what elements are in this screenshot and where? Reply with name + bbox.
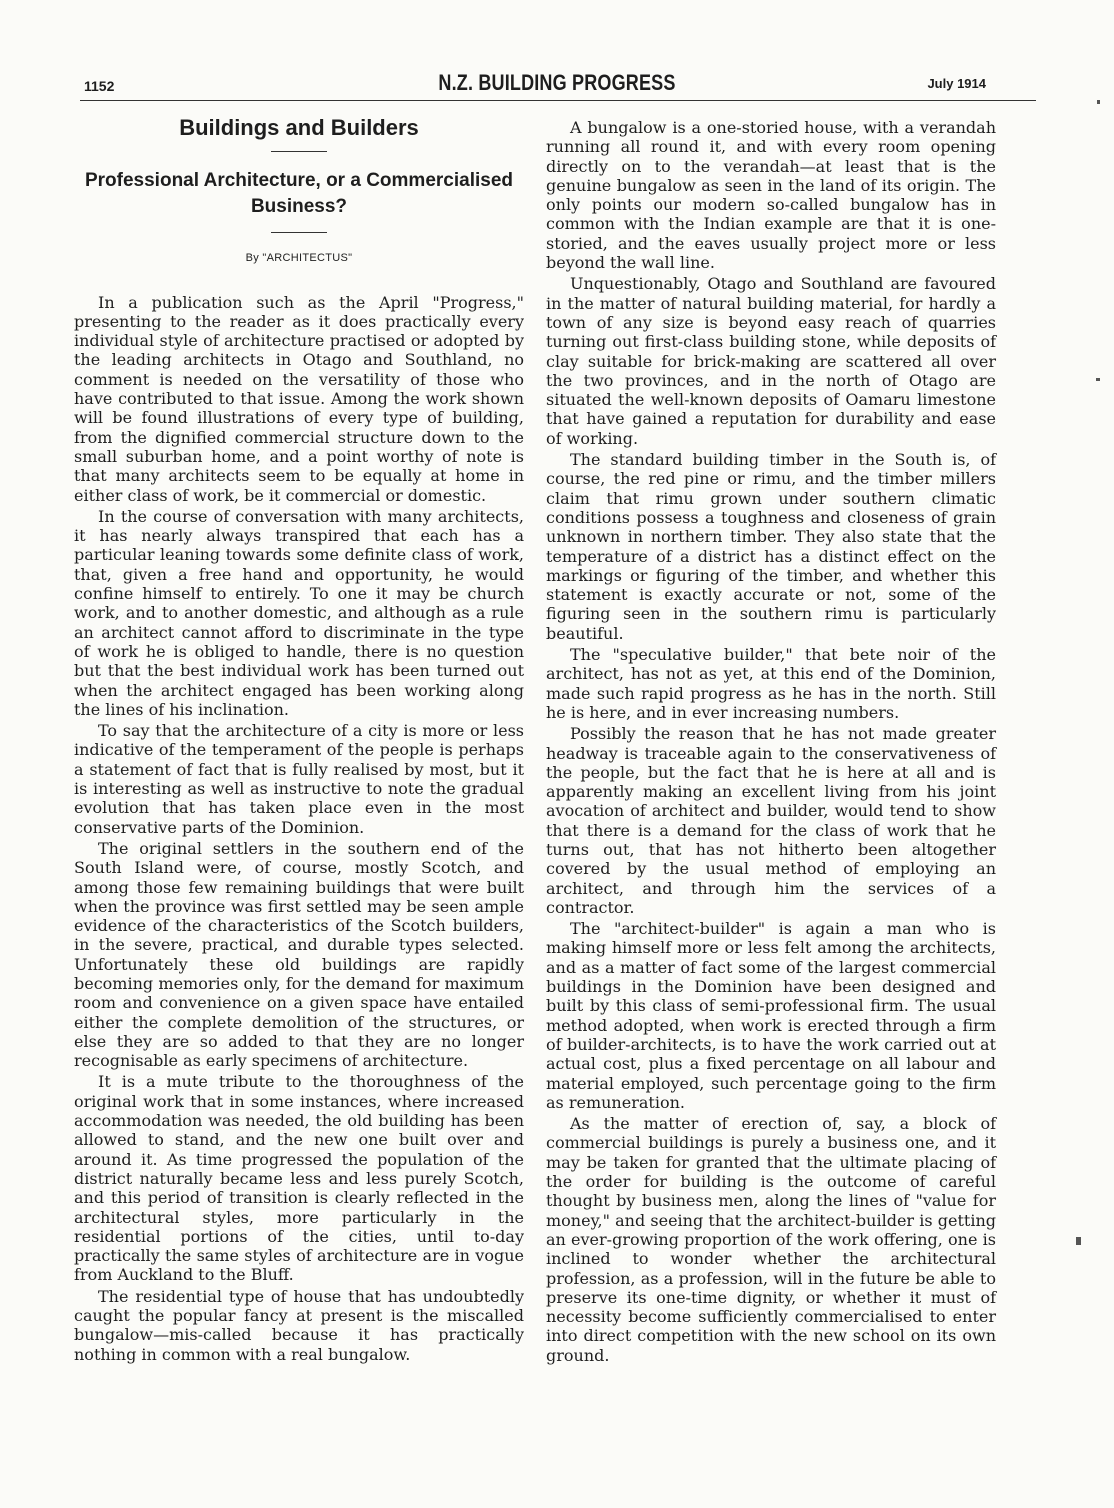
article-paragraph: A bungalow is a one-storied house, with a verandah running all round it, and with every room opening directly on to the verandah—at least that is the genuine bungalow as seen in the land of its origin. The only points our modern so-called bungalow has in common with the Indian example are that it is one-storied, and the eaves usually project more or less beyond the wall line. xyxy=(546,118,996,273)
article-paragraph: The residential type of house that has undoubtedly caught the popular fancy at present is the miscalled bungalow—mis-called because it has practically nothing in common with a real bungalow. xyxy=(74,1286,524,1364)
article-paragraph: The standard building timber in the South is, of course, the red pine or rimu, and the timber millers claim that rimu grown under southern climatic conditions possess a toughness and closeness of grain unknown in northern timber. They also state that the temperature of a district has a distinct effect on the markings or figuring of the timber, and whether this statement is exactly accurate or not, some of the figuring seen in the southern rimu is particularly beautiful. xyxy=(546,450,996,643)
article-paragraph: The "speculative builder," that bete noir of the architect, has not as yet, at this end of the Dominion, made such rapid progress as he has in the north. Still he is here, and in ever increasing numbers. xyxy=(546,645,996,722)
article-paragraph: Unquestionably, Otago and Southland are favoured in the matter of natural building material, for hardly a town of any size is beyond easy reach of quarries turning out first-class building stone, while deposits of clay suitable for brick-making are scattered all over the two provinces, and in the north of Otago are situated the well-known deposits of Oamaru limestone that have gained a reputation for durability and ease of working. xyxy=(546,274,996,448)
header-rule xyxy=(80,100,1036,101)
article-paragraph: The "architect-builder" is again a man who is making himself more or less felt among the architects, and as a matter of fact some of the largest commercial buildings in the Dominion have been designed and built by this class of semi-professional firm. The usual method adopted, when work is erected through a firm of builder-architects, is to have the work carried out at actual cost, plus a fixed percentage on all labour and material employed, such percentage going to the firm as remuneration. xyxy=(546,919,996,1112)
scan-speck xyxy=(1097,100,1100,104)
article-paragraph: Possibly the reason that he has not made greater headway is traceable again to the conservativeness of the people, but the fact that he is here at all and is apparently making an excellent living from his joint avocation of architect and builder, would tend to show that there is a demand for the class of work that he turns out, that has not hitherto been altogether covered by the usual method of employing an architect, and through him the services of a contractor. xyxy=(546,724,996,917)
left-column xyxy=(74,116,524,1366)
right-column-body xyxy=(546,118,996,1365)
article-paragraph: As the matter of erection of, say, a block of commercial buildings is purely a business one, and it may be taken for granted that the ultimate placing of the order for building is the outcome of careful thought by business men, along the lines of "value for money," and seeing that the architect-builder is getting an ever-growing proportion of the work offering, one is inclined to wonder whether the architectural profession, as a profession, will in the future be able to preserve its one-time dignity, or whether it must of necessity become sufficiently commercialised to enter into direct competition with the new school on its own ground. xyxy=(546,1114,996,1365)
right-column xyxy=(546,118,996,1367)
article-paragraph: To say that the architecture of a city is more or less indicative of the temperament of the people is perhaps a statement of fact that is fully realised by most, but it is interesting as well as instructive to note the gradual evolution that has taken place even in the most conservative parts of the Dominion. xyxy=(74,721,524,837)
article-paragraph: In a publication such as the April "Progress," presenting to the reader as it does practically every individual style of architecture practised or adopted by the leading architects in Otago and Southland, no comment is needed on the versatility of those who have contributed to that issue. Among the work shown will be found illustrations of every type of building, from the dignified commercial structure down to the small suburban home, and a point worthy of note is that many architects seem to be equally at home in either class of work, be it commercial or domestic. xyxy=(74,292,524,505)
magazine-title: N.Z. BUILDING PROGRESS xyxy=(438,70,676,95)
byline: By "ARCHITECTUS" xyxy=(245,252,353,265)
section-heading: Buildings and Builders xyxy=(179,115,419,140)
scan-speck xyxy=(1076,1237,1081,1245)
page-header xyxy=(0,68,1114,102)
article-title: Professional Architecture, or a Commercialised Business? xyxy=(84,170,513,218)
article-paragraph: It is a mute tribute to the thoroughness of the original work that in some instances, where increased accommodation was needed, the old building has been allowed to stand, and the new one built over and around it. As time progressed the population of the district naturally became less and less purely Scotch, and this period of transition is clearly reflected in the architectural styles, more particularly in the residential portions of the cities, until to-day practically the same styles of architecture are in vogue from Auckland to the Bluff. xyxy=(74,1072,524,1285)
heading-divider xyxy=(271,151,327,152)
article-paragraph: In the course of conversation with many architects, it has nearly always transpired that each has a particular leaning towards some definite class of work, that, given a free hand and opportunity, he would confine himself to entirely. To one it may be church work, and to another domestic, and although as a rule an architect cannot afford to discriminate in the type of work he is obliged to handle, there is no question but that the best individual work has been turned out when the architect engaged has been working along the lines of his inclination. xyxy=(74,506,524,719)
scan-speck xyxy=(1096,378,1100,381)
left-column-body xyxy=(74,293,524,1364)
issue-date: July 1914 xyxy=(927,76,986,91)
title-divider xyxy=(271,232,327,233)
page-number: 1152 xyxy=(84,78,115,94)
article-paragraph: The original settlers in the southern end of the South Island were, of course, mostly Scotch, and among those few remaining buildings that were built when the province was first settled may be seen ample evidence of the characteristics of the Scotch builders, in the severe, practical, and durable types selected. Unfortunately these old buildings are rapidly becoming memories only, for the demand for maximum room and convenience on a given space have entailed either the complete demolition of the structures, or else they are so added to that they are no longer recognisable as early specimens of architecture. xyxy=(74,838,524,1071)
